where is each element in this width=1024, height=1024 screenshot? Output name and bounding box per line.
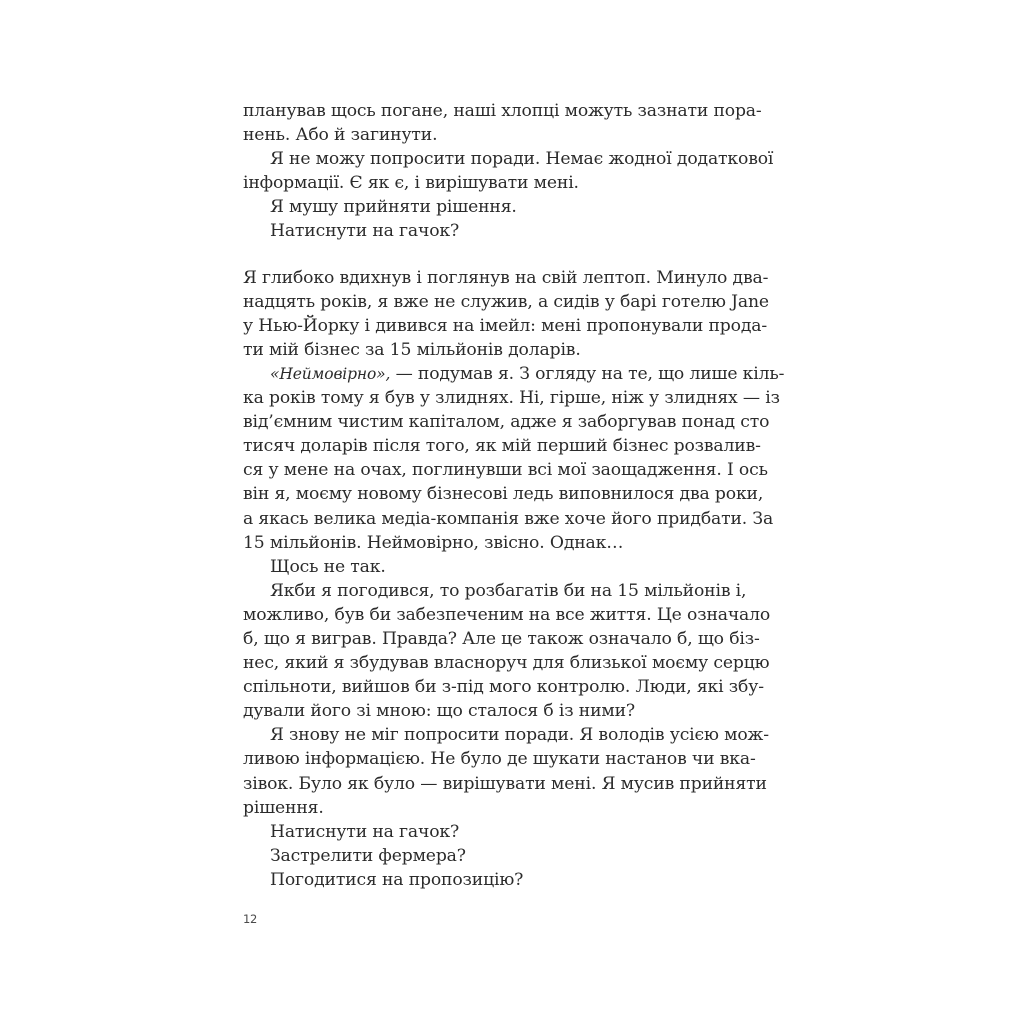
text-line: ти мій бізнес за 15 мільйонів доларів. [243, 339, 581, 360]
italic-quote: «Неймовірно», [270, 364, 391, 383]
text-line: планував щось погане, наші хлопці можуть зазнати пора- [243, 101, 762, 121]
text-line: спільноти, вийшов би з-під мого контролю. Люди, які збу- [243, 677, 764, 698]
text-line: рішення. [243, 797, 324, 818]
text-line: Якби я погодився, то розбагатів би на 15 мільйонів і, [270, 580, 747, 601]
text-line: дували його зі мною: що сталося б із ними? [243, 701, 635, 722]
text-line: від’ємним чистим капіталом, адже я заборгував понад сто [243, 412, 770, 433]
text-line: Я не можу попросити поради. Немає жодної додаткової [270, 149, 774, 170]
text-line: Натиснути на гачок? [270, 821, 460, 842]
body-text [243, 99, 785, 892]
text-line: у Нью-Йорку і дивився на імейл: мені пропонували прода- [243, 315, 768, 336]
text-line: зівок. Було як було — вирішувати мені. Я мусив прийняти [243, 773, 767, 794]
text-line: ся у мене на очах, поглинувши всі мої заощадження. І ось [243, 460, 768, 481]
text-line: інформації. Є як є, і вирішувати мені. [243, 173, 579, 194]
text-line: можливо, був би забезпеченим на все життя. Це означало [243, 604, 771, 625]
section-break [243, 244, 742, 266]
text-line: Натиснути на гачок? [270, 221, 460, 242]
text-line: Щось не так. [270, 556, 386, 577]
text-line: Я мушу прийняти рішення. [270, 197, 517, 218]
text-line: 15 мільйонів. Неймовірно, звісно. Однак… [243, 532, 624, 553]
text-line: ка років тому я був у злиднях. Ні, гірше, ніж у злиднях — із [243, 388, 780, 409]
text-line: надцять років, я вже не служив, а сидів у барі готелю Jane [243, 291, 769, 312]
text-line: Я глибоко вдихнув і поглянув на свій лептоп. Минуло два- [243, 267, 769, 288]
text-line: Застрелити фермера? [270, 845, 466, 866]
text-line: б, що я виграв. Правда? Але це також означало б, що біз- [243, 628, 760, 649]
text-line: Я знову не міг попросити поради. Я володів усією мож- [270, 725, 769, 746]
text-line: він я, моєму новому бізнесові ледь виповнилося два роки, [243, 484, 764, 505]
text-line [243, 362, 785, 386]
text-line: а якась велика медіа-компанія вже хоче його придбати. За [243, 508, 774, 529]
page-number: 12 [243, 912, 258, 926]
text-line: Погодитися на пропозицію? [270, 869, 524, 890]
text-line: тисяч доларів після того, як мій перший бізнес розвалив- [243, 436, 761, 457]
text-line: нень. Або й загинути. [243, 125, 438, 146]
text-line-rest: — подумав я. З огляду на те, що лише кіль- [390, 363, 785, 384]
text-line: ливою інформацією. Не було де шукати настанов чи вка- [243, 749, 756, 770]
text-line: нес, який я збудував власноруч для близької моєму серцю [243, 653, 770, 674]
